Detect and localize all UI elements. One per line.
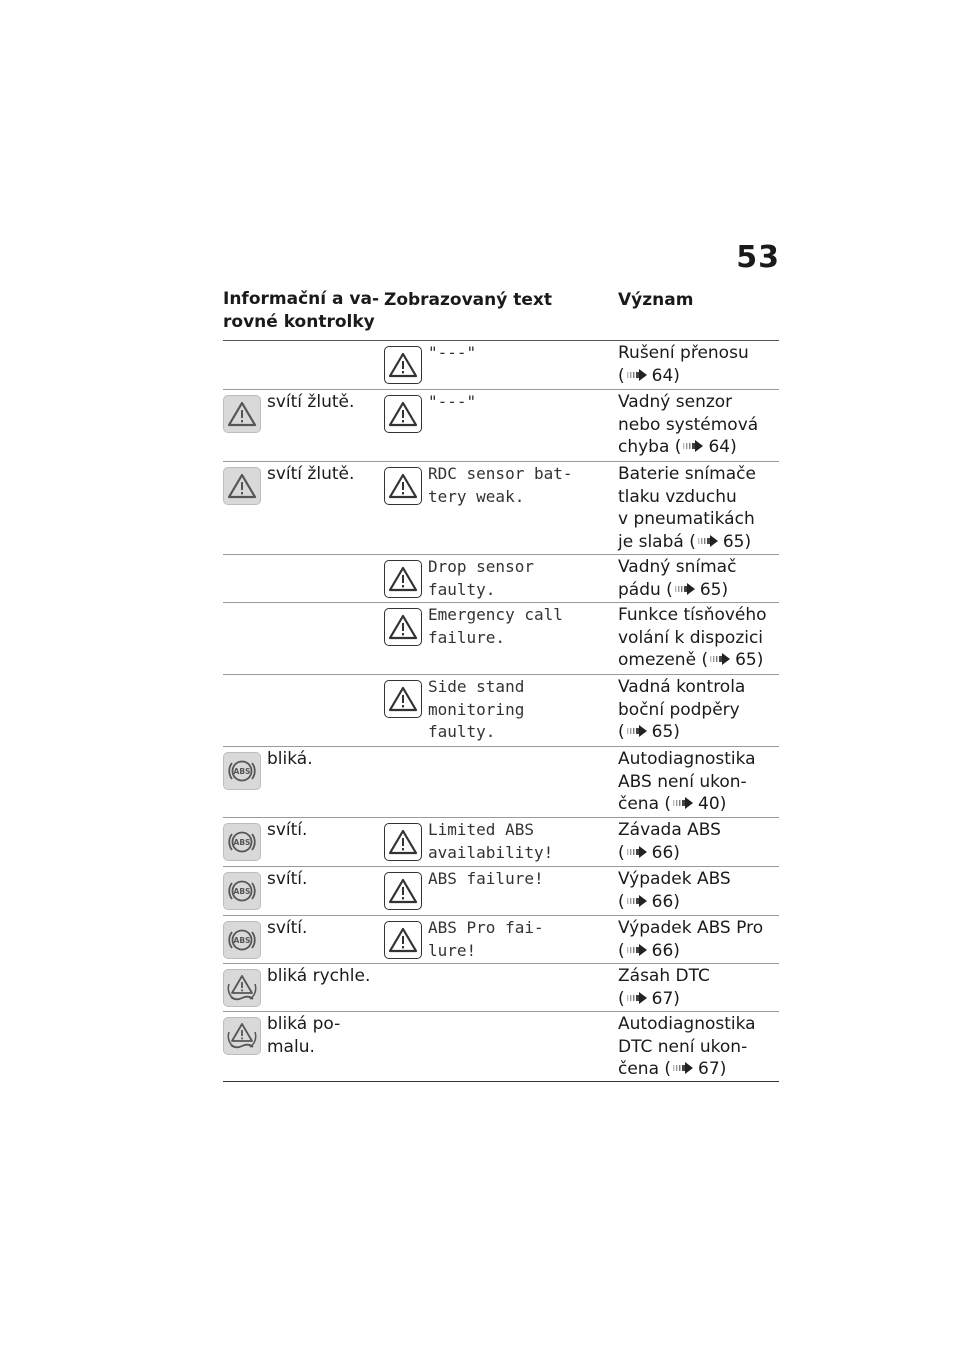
meaning-cell <box>618 964 779 1011</box>
page-reference-link[interactable]: 67 <box>698 1059 720 1079</box>
meaning-cell <box>618 1012 779 1081</box>
indicator-cell <box>223 390 384 461</box>
svg-text:ABS: ABS <box>233 838 251 847</box>
warning-triangle-icon <box>384 872 422 910</box>
meaning-text: Baterie snímače tlaku vzduchu v pneumatikách je slabá ( 65) <box>618 464 756 552</box>
warning-triangle-icon <box>384 346 422 384</box>
display-cell <box>384 341 618 389</box>
warning-triangle-icon <box>384 921 422 959</box>
warning-triangle-icon <box>384 608 422 646</box>
indicator-state: bliká rychle. <box>267 966 371 986</box>
table-row <box>223 390 779 462</box>
table-row <box>223 603 779 675</box>
meaning-cell <box>618 462 779 554</box>
dtc-icon <box>223 1017 261 1055</box>
page-reference-link[interactable]: 65 <box>699 579 722 600</box>
display-message: RDC sensor bat- tery weak. <box>428 464 573 506</box>
svg-text:ABS: ABS <box>233 887 251 896</box>
warning-triangle-icon <box>223 467 261 505</box>
indicator-cell <box>223 916 384 963</box>
meaning-label: Výpadek ABS Pro <box>618 918 764 938</box>
display-cell <box>384 555 618 602</box>
meaning-cell <box>618 867 779 915</box>
table-row <box>223 964 779 1012</box>
display-message: Limited ABS availability! <box>428 820 554 862</box>
indicator-cell <box>223 675 384 746</box>
indicator-table <box>223 288 779 1082</box>
table-row <box>223 818 779 867</box>
meaning-text: Autodiagnostika DTC není ukon- čena ( 67) <box>618 1014 756 1079</box>
reference-arrow-icon <box>627 895 649 907</box>
table-row <box>223 341 779 390</box>
warning-triangle-icon <box>384 680 422 718</box>
display-cell <box>384 916 618 963</box>
meaning-label: Funkce tísňového volání k dispozici omezeně <box>618 605 767 670</box>
display-cell <box>384 462 618 554</box>
table-row <box>223 916 779 964</box>
indicator-state: bliká po- malu. <box>267 1014 341 1057</box>
reference-arrow-icon <box>627 725 649 737</box>
meaning-cell <box>618 818 779 866</box>
meaning-text: Vadný snímač pádu ( 65) <box>618 557 737 600</box>
indicator-state: svítí. <box>267 869 308 889</box>
page-reference-link[interactable]: 65 <box>651 722 674 742</box>
meaning-text: Závada ABS ( 66) <box>618 820 721 863</box>
page-reference-link[interactable]: 64 <box>708 437 731 457</box>
table-row <box>223 1012 779 1082</box>
indicator-cell <box>223 341 384 389</box>
table-row <box>223 747 779 818</box>
header-display-text: Zobrazovaný text <box>384 290 553 310</box>
meaning-text: Výpadek ABS ( 66) <box>618 869 731 912</box>
reference-arrow-icon <box>683 440 705 452</box>
display-cell <box>384 1012 618 1081</box>
display-cell <box>384 675 618 746</box>
meaning-cell <box>618 390 779 461</box>
meaning-label: Baterie snímače tlaku vzduchu v pneumatikách je slabá <box>618 464 756 552</box>
table-body <box>223 341 779 1082</box>
indicator-state: svítí žlutě. <box>267 392 355 412</box>
reference-arrow-icon <box>627 846 649 858</box>
meaning-cell <box>618 675 779 746</box>
reference-arrow-icon <box>627 369 649 381</box>
reference-arrow-icon <box>675 583 697 595</box>
meaning-label: Vadný snímač pádu <box>618 557 737 600</box>
header-meaning: Význam <box>618 290 694 310</box>
warning-triangle-icon <box>384 467 422 505</box>
abs-icon <box>223 752 261 790</box>
warning-triangle-icon <box>384 823 422 861</box>
meaning-label: Závada ABS <box>618 820 721 840</box>
indicator-cell <box>223 603 384 674</box>
display-message: ABS failure! <box>428 869 544 888</box>
indicator-state: svítí. <box>267 820 308 840</box>
page-reference-link[interactable]: 66 <box>651 940 674 961</box>
abs-icon <box>223 823 261 861</box>
page-number: 53 <box>736 240 780 275</box>
meaning-text: Vadný senzor nebo systémová chyba ( 64) <box>618 392 759 457</box>
reference-arrow-icon <box>710 653 732 665</box>
meaning-label: Vadný senzor nebo systémová chyba <box>618 392 759 457</box>
page-reference-link[interactable]: 67 <box>651 988 674 1009</box>
display-message: "---" <box>428 343 477 362</box>
indicator-state: bliká. <box>267 749 313 769</box>
page-reference-link[interactable]: 66 <box>651 842 674 863</box>
page-reference-link[interactable]: 65 <box>735 650 757 670</box>
display-cell <box>384 603 618 674</box>
meaning-cell <box>618 747 779 817</box>
reference-arrow-icon <box>673 797 695 809</box>
indicator-cell <box>223 747 384 817</box>
page-reference-link[interactable]: 66 <box>651 891 674 912</box>
display-message: Emergency call failure. <box>428 605 563 647</box>
page-reference-link[interactable]: 40 <box>698 794 720 814</box>
meaning-text: Funkce tísňového volání k dispozici omezeně ( 65) <box>618 605 767 670</box>
reference-arrow-icon <box>673 1062 695 1074</box>
indicator-state: svítí. <box>267 918 308 938</box>
header-indicator-lamps: Informační a va- rovné kontrolky <box>223 289 379 332</box>
indicator-cell <box>223 555 384 602</box>
meaning-label: Výpadek ABS <box>618 869 731 889</box>
indicator-cell <box>223 867 384 915</box>
meaning-text: Autodiagnostika ABS není ukon- čena ( 40) <box>618 749 756 814</box>
page-reference-link[interactable]: 64 <box>651 365 674 386</box>
table-header <box>223 288 779 341</box>
dtc-icon <box>223 969 261 1007</box>
indicator-cell <box>223 818 384 866</box>
display-cell <box>384 747 618 817</box>
warning-triangle-icon <box>223 395 261 433</box>
display-cell <box>384 818 618 866</box>
page-reference-link[interactable]: 65 <box>722 531 745 552</box>
svg-text:ABS: ABS <box>233 767 251 776</box>
reference-arrow-icon <box>627 944 649 956</box>
meaning-text: Výpadek ABS Pro ( 66) <box>618 918 764 961</box>
svg-text:ABS: ABS <box>233 936 251 945</box>
reference-arrow-icon <box>627 992 649 1004</box>
warning-triangle-icon <box>384 560 422 598</box>
table-row <box>223 675 779 747</box>
meaning-cell <box>618 603 779 674</box>
display-cell <box>384 390 618 461</box>
indicator-cell <box>223 462 384 554</box>
meaning-text: Vadná kontrola boční podpěry ( 65) <box>618 677 746 742</box>
display-cell <box>384 964 618 1011</box>
meaning-label: Autodiagnostika DTC není ukon- čena <box>618 1014 756 1079</box>
indicator-state: svítí žlutě. <box>267 464 355 484</box>
table-row <box>223 555 779 603</box>
display-message: "---" <box>428 392 477 411</box>
meaning-label: Rušení přenosu <box>618 343 749 363</box>
meaning-label: Zásah DTC <box>618 966 710 986</box>
indicator-cell <box>223 1012 384 1081</box>
meaning-label: Autodiagnostika ABS není ukon- čena <box>618 749 756 814</box>
meaning-cell <box>618 341 779 389</box>
reference-arrow-icon <box>698 535 720 547</box>
abs-icon <box>223 921 261 959</box>
meaning-cell <box>618 916 779 963</box>
warning-triangle-icon <box>384 395 422 433</box>
meaning-text: Rušení přenosu ( 64) <box>618 343 749 386</box>
meaning-cell <box>618 555 779 602</box>
table-row <box>223 462 779 555</box>
table-row <box>223 867 779 916</box>
indicator-cell <box>223 964 384 1011</box>
meaning-label: Vadná kontrola boční podpěry <box>618 677 746 720</box>
display-message: ABS Pro fai- lure! <box>428 918 544 960</box>
display-message: Side stand monitoring faulty. <box>428 677 525 741</box>
display-message: Drop sensor faulty. <box>428 557 534 599</box>
meaning-text: Zásah DTC ( 67) <box>618 966 710 1009</box>
abs-icon <box>223 872 261 910</box>
display-cell <box>384 867 618 915</box>
